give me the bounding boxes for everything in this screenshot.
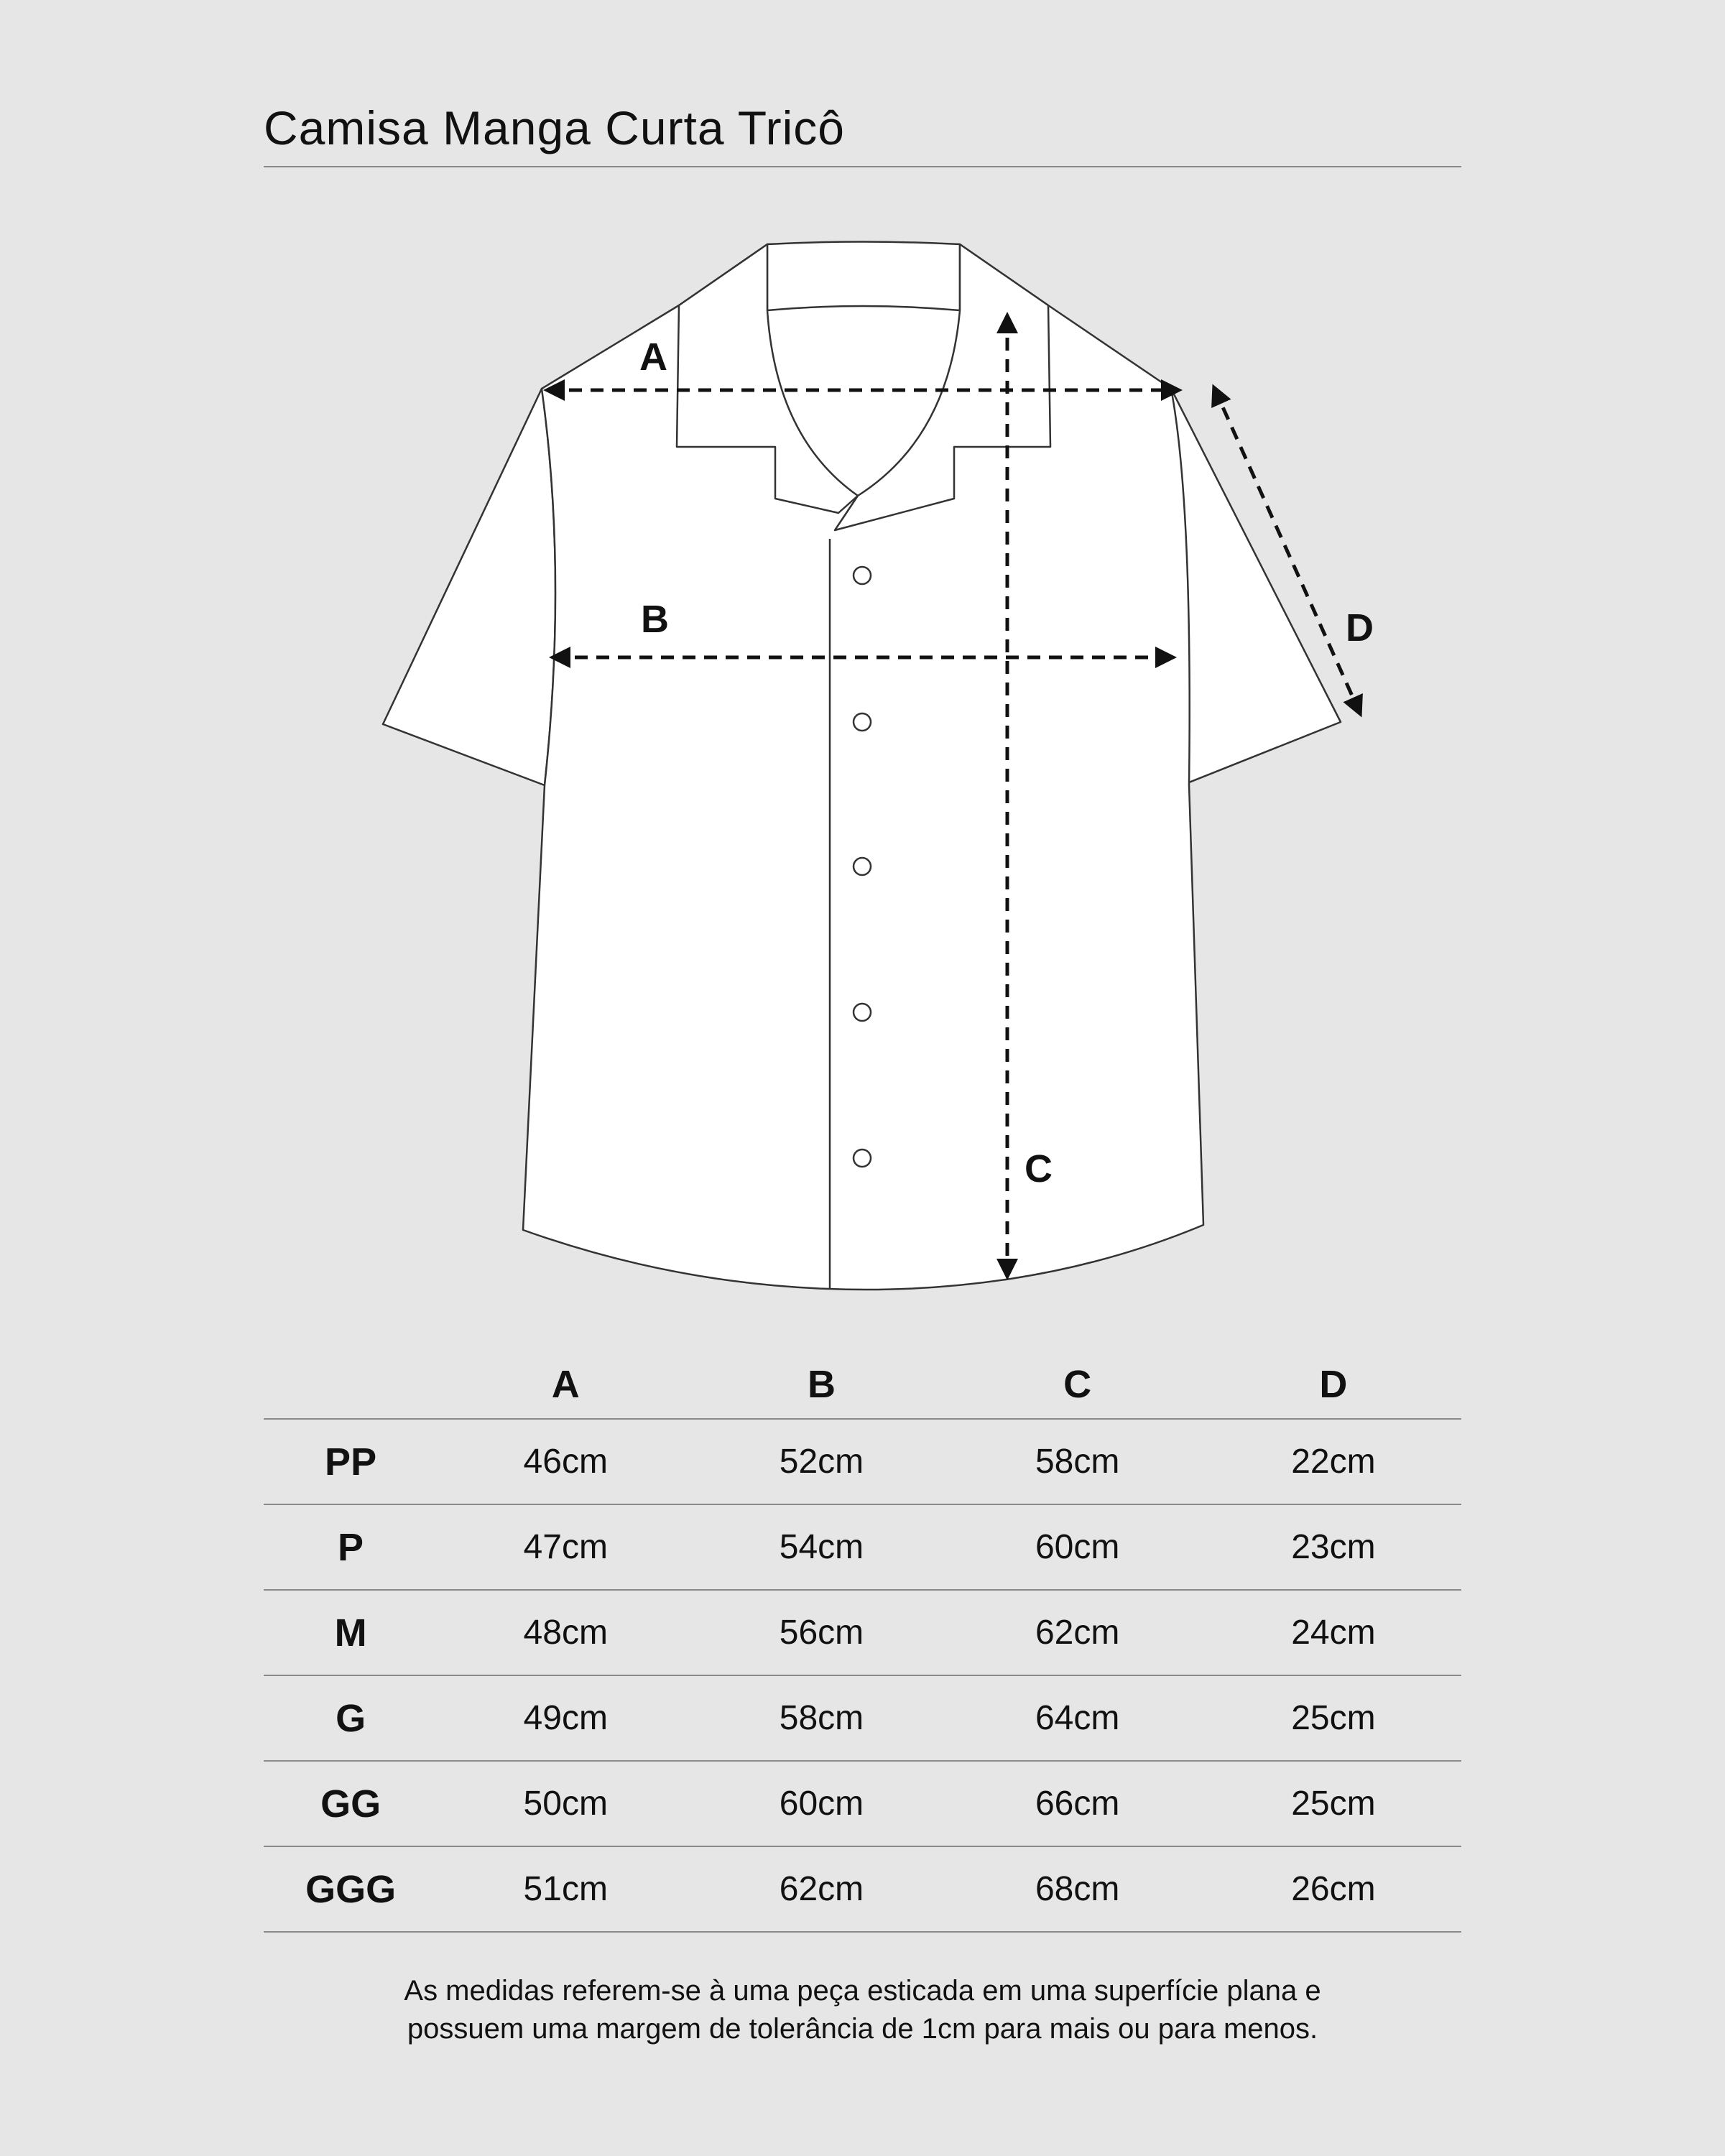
value-b: 60cm bbox=[693, 1761, 949, 1846]
note-line-1: As medidas referem-se à uma peça esticada em uma superfície plana e bbox=[404, 1975, 1321, 2007]
value-a: 46cm bbox=[438, 1419, 693, 1504]
size-table bbox=[264, 1351, 1461, 1933]
value-d: 22cm bbox=[1206, 1419, 1461, 1504]
table-row bbox=[264, 1504, 1461, 1590]
value-a: 50cm bbox=[438, 1761, 693, 1846]
value-c: 58cm bbox=[950, 1419, 1206, 1504]
value-b: 58cm bbox=[693, 1675, 949, 1761]
button bbox=[854, 1004, 871, 1021]
value-b: 52cm bbox=[693, 1419, 949, 1504]
label-b: B bbox=[641, 598, 669, 641]
header-a: A bbox=[438, 1351, 693, 1419]
size-label: PP bbox=[264, 1419, 438, 1504]
table-row bbox=[264, 1846, 1461, 1932]
table-header-row bbox=[264, 1351, 1461, 1419]
value-d: 26cm bbox=[1206, 1846, 1461, 1932]
button bbox=[854, 1149, 871, 1167]
value-d: 23cm bbox=[1206, 1504, 1461, 1590]
table-row bbox=[264, 1590, 1461, 1675]
measurement-note bbox=[264, 1972, 1461, 2048]
value-b: 62cm bbox=[693, 1846, 949, 1932]
value-d: 25cm bbox=[1206, 1761, 1461, 1846]
button bbox=[854, 567, 871, 584]
value-a: 48cm bbox=[438, 1590, 693, 1675]
right-sleeve bbox=[1171, 389, 1341, 785]
value-c: 60cm bbox=[950, 1504, 1206, 1590]
table-row bbox=[264, 1761, 1461, 1846]
shirt-body bbox=[523, 244, 1203, 1290]
size-label: GG bbox=[264, 1761, 438, 1846]
table-row bbox=[264, 1675, 1461, 1761]
label-a: A bbox=[639, 336, 667, 379]
value-a: 51cm bbox=[438, 1846, 693, 1932]
header-b: B bbox=[693, 1351, 949, 1419]
value-a: 47cm bbox=[438, 1504, 693, 1590]
table-row bbox=[264, 1419, 1461, 1504]
value-c: 68cm bbox=[950, 1846, 1206, 1932]
label-d: D bbox=[1346, 606, 1374, 649]
size-label: GGG bbox=[264, 1846, 438, 1932]
left-sleeve bbox=[383, 389, 555, 785]
shirt-outline bbox=[383, 242, 1341, 1290]
page-title: Camisa Manga Curta Tricô bbox=[264, 101, 845, 154]
value-b: 54cm bbox=[693, 1504, 949, 1590]
value-c: 62cm bbox=[950, 1590, 1206, 1675]
size-label: P bbox=[264, 1504, 438, 1590]
button bbox=[854, 713, 871, 731]
label-c: C bbox=[1025, 1147, 1053, 1190]
size-label: M bbox=[264, 1590, 438, 1675]
value-c: 66cm bbox=[950, 1761, 1206, 1846]
value-d: 25cm bbox=[1206, 1675, 1461, 1761]
size-label: G bbox=[264, 1675, 438, 1761]
button bbox=[854, 858, 871, 875]
value-b: 56cm bbox=[693, 1590, 949, 1675]
collar-back bbox=[767, 242, 960, 311]
value-d: 24cm bbox=[1206, 1590, 1461, 1675]
value-c: 64cm bbox=[950, 1675, 1206, 1761]
note-line-2: possuem uma margem de tolerância de 1cm para mais ou para menos. bbox=[407, 2013, 1318, 2045]
header-c: C bbox=[950, 1351, 1206, 1419]
header-d: D bbox=[1206, 1351, 1461, 1419]
header-size bbox=[264, 1351, 438, 1419]
value-a: 49cm bbox=[438, 1675, 693, 1761]
